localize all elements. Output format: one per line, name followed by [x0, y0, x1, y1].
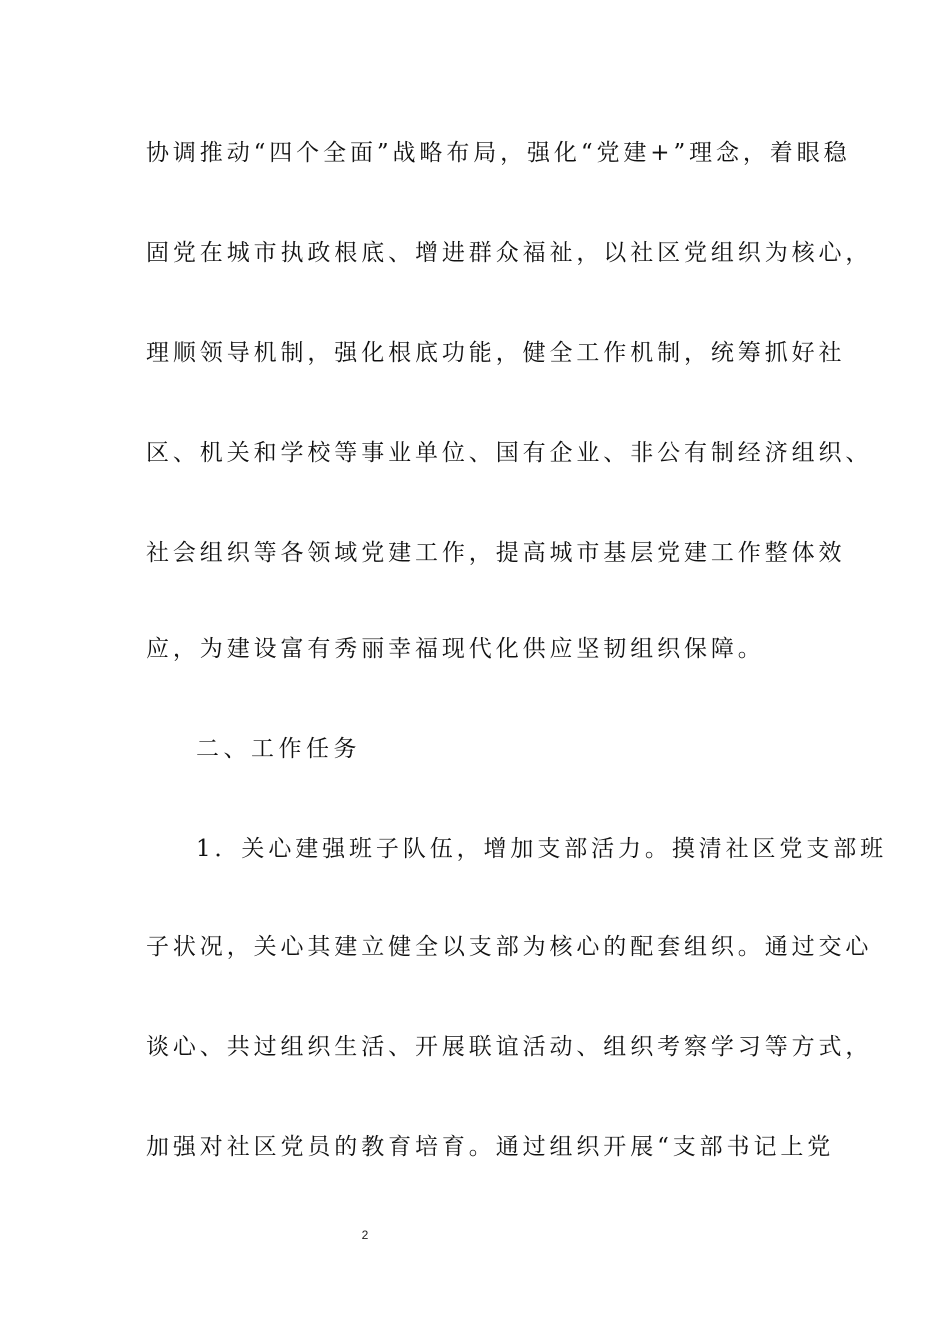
body-text-line: 应，为建设富有秀丽幸福现代化供应坚韧组织保障。: [146, 636, 765, 662]
body-text-line: 固党在城市执政根底、增进群众福祉，以社区党组织为核心，: [146, 240, 873, 266]
body-text-line: 区、机关和学校等事业单位、国有企业、非公有制经济组织、: [146, 440, 873, 466]
body-text-line: 子状况，关心其建立健全以支部为核心的配套组织。通过交心: [146, 934, 873, 960]
body-text-line: 协调推动“四个全面”战略布局，强化“党建+”理念，着眼稳: [146, 140, 851, 166]
body-text-line: 加强对社区党员的教育培育。通过组织开展“支部书记上党: [146, 1134, 835, 1160]
page-number: 2: [361, 1228, 369, 1242]
body-text-line: 1．关心建强班子队伍，增加支部活力。摸清社区党支部班: [196, 836, 888, 862]
body-text-line: 谈心、共过组织生活、开展联谊活动、组织考察学习等方式，: [146, 1034, 873, 1060]
section-heading: 二、工作任务: [196, 736, 361, 762]
body-text-line: 社会组织等各领域党建工作，提高城市基层党建工作整体效: [146, 540, 846, 566]
body-text-line: 理顺领导机制，强化根底功能，健全工作机制，统筹抓好社: [146, 340, 846, 366]
